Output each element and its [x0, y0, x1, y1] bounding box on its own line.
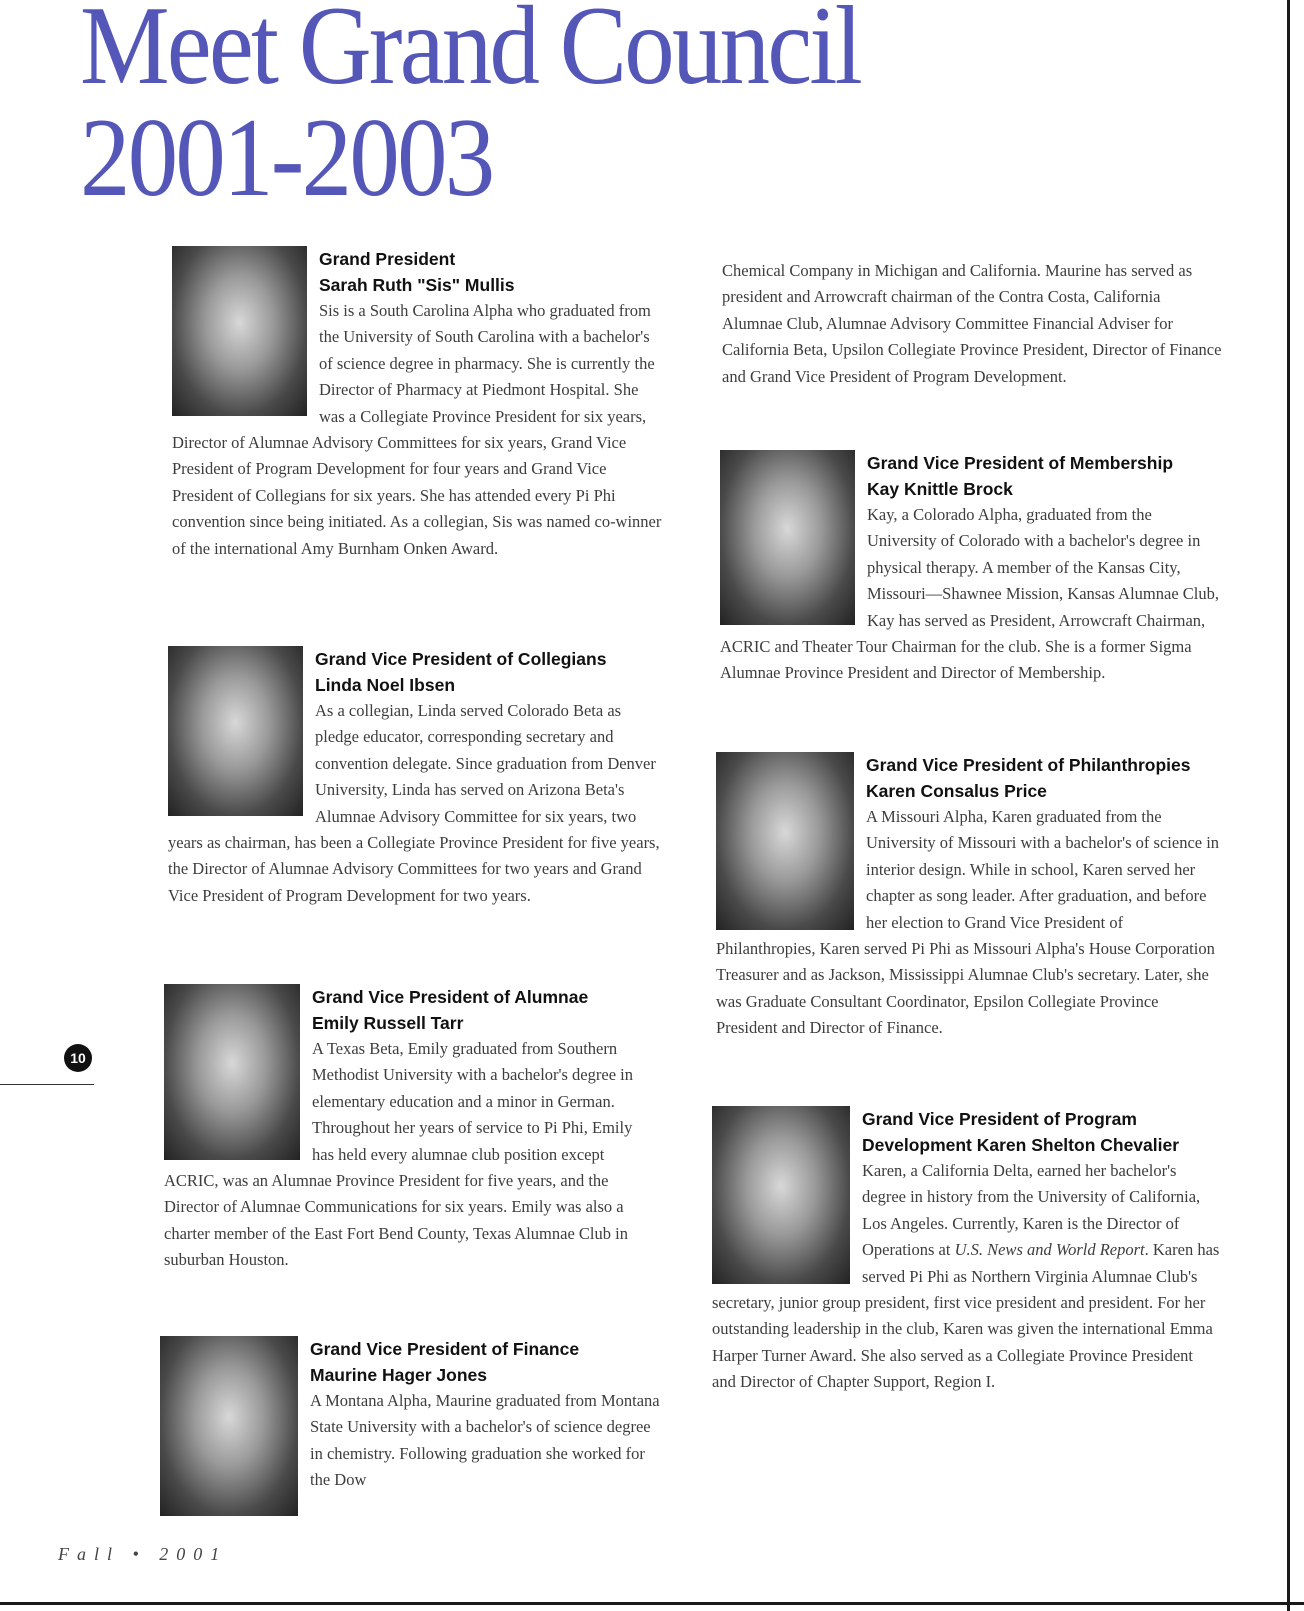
photo-maurine-jones	[160, 1336, 298, 1516]
title-line-1: Meet Grand Council	[80, 0, 861, 108]
profile-bio: As a collegian, Linda served Colorado Beta as pledge educator, corresponding secretary and convention delegate. Since graduation from Denver University, Linda has served on Arizona Beta's Alumnae Advisory Committee for six years, two years as chairman, has been a Collegiate Province President for five years, the Director of Alumnae Advisory Committees for two years and Grand Vice President of Program Development for two years.	[168, 701, 660, 905]
footer-issue: Fall • 2001	[58, 1544, 228, 1564]
profile-gvp-finance	[160, 1336, 660, 1520]
profile-gvp-collegians	[168, 646, 660, 909]
profile-name: Linda Noel Ibsen	[315, 675, 456, 695]
bio-text: . Karen has served Pi Phi as Northern Virginia Alumnae Club's secretary, junior group president, first vice president and president. For her outstanding leadership in the club, Karen was given the international Emma Harper Turner Award. She also served as a Collegiate Province President and Director of Chapter Support, Region I.	[712, 1240, 1220, 1392]
profile-role: Grand Vice President of Collegians	[315, 649, 607, 669]
profile-role: Grand Vice President of Philanthropies	[866, 755, 1191, 775]
photo-kay-brock	[720, 450, 855, 625]
photo-emily-tarr	[164, 984, 300, 1160]
scan-edge-bottom	[0, 1602, 1304, 1605]
profile-name: Maurine Hager Jones	[310, 1365, 487, 1385]
profile-name: Emily Russell Tarr	[312, 1013, 464, 1033]
profile-bio: A Missouri Alpha, Karen graduated from the University of Missouri with a bachelor's of science in interior design. While in school, Karen served her chapter as song leader. After graduation, and before her election to Grand Vice President of Philanthropies, Karen served Pi Phi as Missouri Alpha's House Corporation Treasurer and as Jackson, Mississippi Alumnae Club's secretary. Later, she was Graduate Consultant Coordinator, Epsilon Collegiate Province President and Director of Finance.	[716, 807, 1220, 1038]
publication-title: U.S. News and World Report	[954, 1240, 1145, 1260]
photo-karen-price	[716, 752, 854, 930]
profile-name: Kay Knittle Brock	[867, 479, 1013, 499]
profile-role: Grand Vice President of Alumnae	[312, 987, 589, 1007]
scan-edge-right	[1287, 0, 1290, 1611]
bio-text: Karen, a California Delta, earned her bachelor's degree in history from the University of California, Los Angeles. Currently, Karen is the Director of Operations at	[862, 1161, 1201, 1260]
photo-karen-chevalier	[712, 1106, 850, 1284]
page-number-badge: 10	[64, 1044, 92, 1072]
profile-bio: Sis is a South Carolina Alpha who graduated from the University of South Carolina with a bachelor's of science degree in pharmacy. She is currently the Director of Pharmacy at Piedmont Hospital. She was a Collegiate Province President for six years, Director of Alumnae Advisory Committees for six years, Grand Vice President of Program Development for four years and Grand Vice President of Collegians for six years. She has attended every Pi Phi convention since being initiated. As a collegian, Sis was named co-winner of the international Amy Burnham Onken Award.	[172, 301, 662, 558]
profile-bio: A Montana Alpha, Maurine graduated from Montana State University with a bachelor's of science degree in chemistry. Following graduation she worked for the Dow	[310, 1391, 660, 1490]
profile-name: Sarah Ruth "Sis" Mullis	[319, 275, 515, 295]
photo-sarah-mullis	[172, 246, 307, 416]
finance-bio-continuation: Chemical Company in Michigan and California. Maurine has served as president and Arrowcraft chairman of the Contra Costa, California Alumnae Club, Alumnae Advisory Committee Financial Adviser for California Beta, Upsilon Collegiate Province President, Director of Finance and Grand Vice President of Program Development.	[722, 261, 1222, 386]
profile-role: Grand Vice President of Finance	[310, 1339, 580, 1359]
profile-role: Grand Vice President of Program Development Karen Shelton Chevalier	[862, 1109, 1180, 1155]
profile-name: Karen Consalus Price	[866, 781, 1047, 801]
profile-gvp-program-development	[712, 1106, 1220, 1396]
profile-role: Grand President	[319, 249, 456, 269]
profile-gvp-membership	[720, 450, 1220, 687]
profile-role: Grand Vice President of Membership	[867, 453, 1174, 473]
title-line-2: 2001-2003	[80, 96, 493, 220]
profile-gvp-philanthropies	[716, 752, 1220, 1042]
photo-linda-ibsen	[168, 646, 303, 816]
profile-gvp-alumnae	[164, 984, 658, 1274]
profile-grand-president	[172, 246, 662, 562]
profile-bio: Kay, a Colorado Alpha, graduated from the University of Colorado with a bachelor's degree in physical therapy. A member of the Kansas City, Missouri—Shawnee Mission, Kansas Alumnae Club, Kay has served as President, Arrowcraft Chairman, ACRIC and Theater Tour Chairman for the club. She is a former Sigma Alumnae Province President and Director of Membership.	[720, 505, 1219, 683]
page-title	[80, 0, 861, 220]
page-number-rule	[0, 1084, 94, 1085]
profile-bio: A Texas Beta, Emily graduated from Southern Methodist University with a bachelor's degree in elementary education and a minor in German. Throughout her years of service to Pi Phi, Emily has held every alumnae club position except ACRIC, was an Alumnae Province President for five years, and the Director of Alumnae Communications for six years. Emily was also a charter member of the East Fort Bend County, Texas Alumnae Club in suburban Houston.	[164, 1039, 633, 1270]
